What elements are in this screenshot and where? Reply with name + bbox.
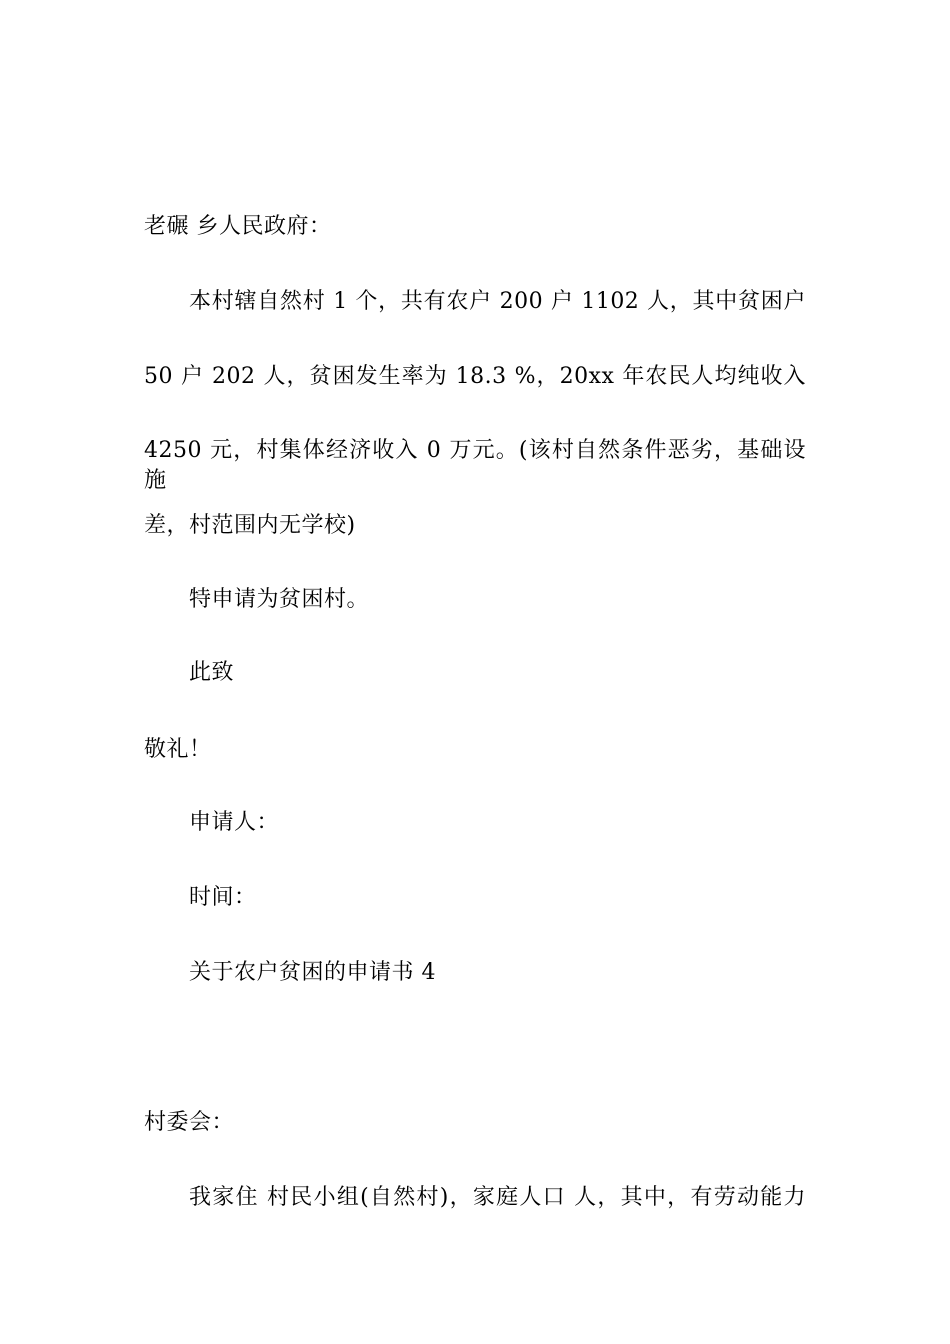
letter2-body-line-1: 我家住 村民小组(自然村)，家庭人口 人，其中，有劳动能力 <box>189 1185 806 1210</box>
letter1-applicant-label: 申请人： <box>189 810 280 835</box>
letter1-body-line-3: 4250 元，村集体经济收入 0 万元。(该村自然条件恶劣，基础设施 <box>144 438 806 493</box>
letter1-body-line-4: 差，村范围内无学校) <box>144 513 356 538</box>
letter1-salutation: 老碾 乡人民政府： <box>144 214 332 239</box>
letter2-salutation: 村委会： <box>144 1110 235 1135</box>
letter1-request: 特申请为贫困村。 <box>189 587 370 612</box>
letter1-closing-1: 此致 <box>189 660 235 685</box>
letter1-body-line-2: 50 户 202 人，贫困发生率为 18.3 %，20xx 年农民人均纯收入 <box>144 364 806 389</box>
letter1-body-line-1: 本村辖自然村 1 个，共有农户 200 户 1102 人，其中贫困户 <box>189 289 806 314</box>
letter1-time-label: 时间： <box>189 885 257 910</box>
letter1-closing-2: 敬礼！ <box>144 737 212 762</box>
letter2-title: 关于农户贫困的申请书 4 <box>189 960 436 985</box>
